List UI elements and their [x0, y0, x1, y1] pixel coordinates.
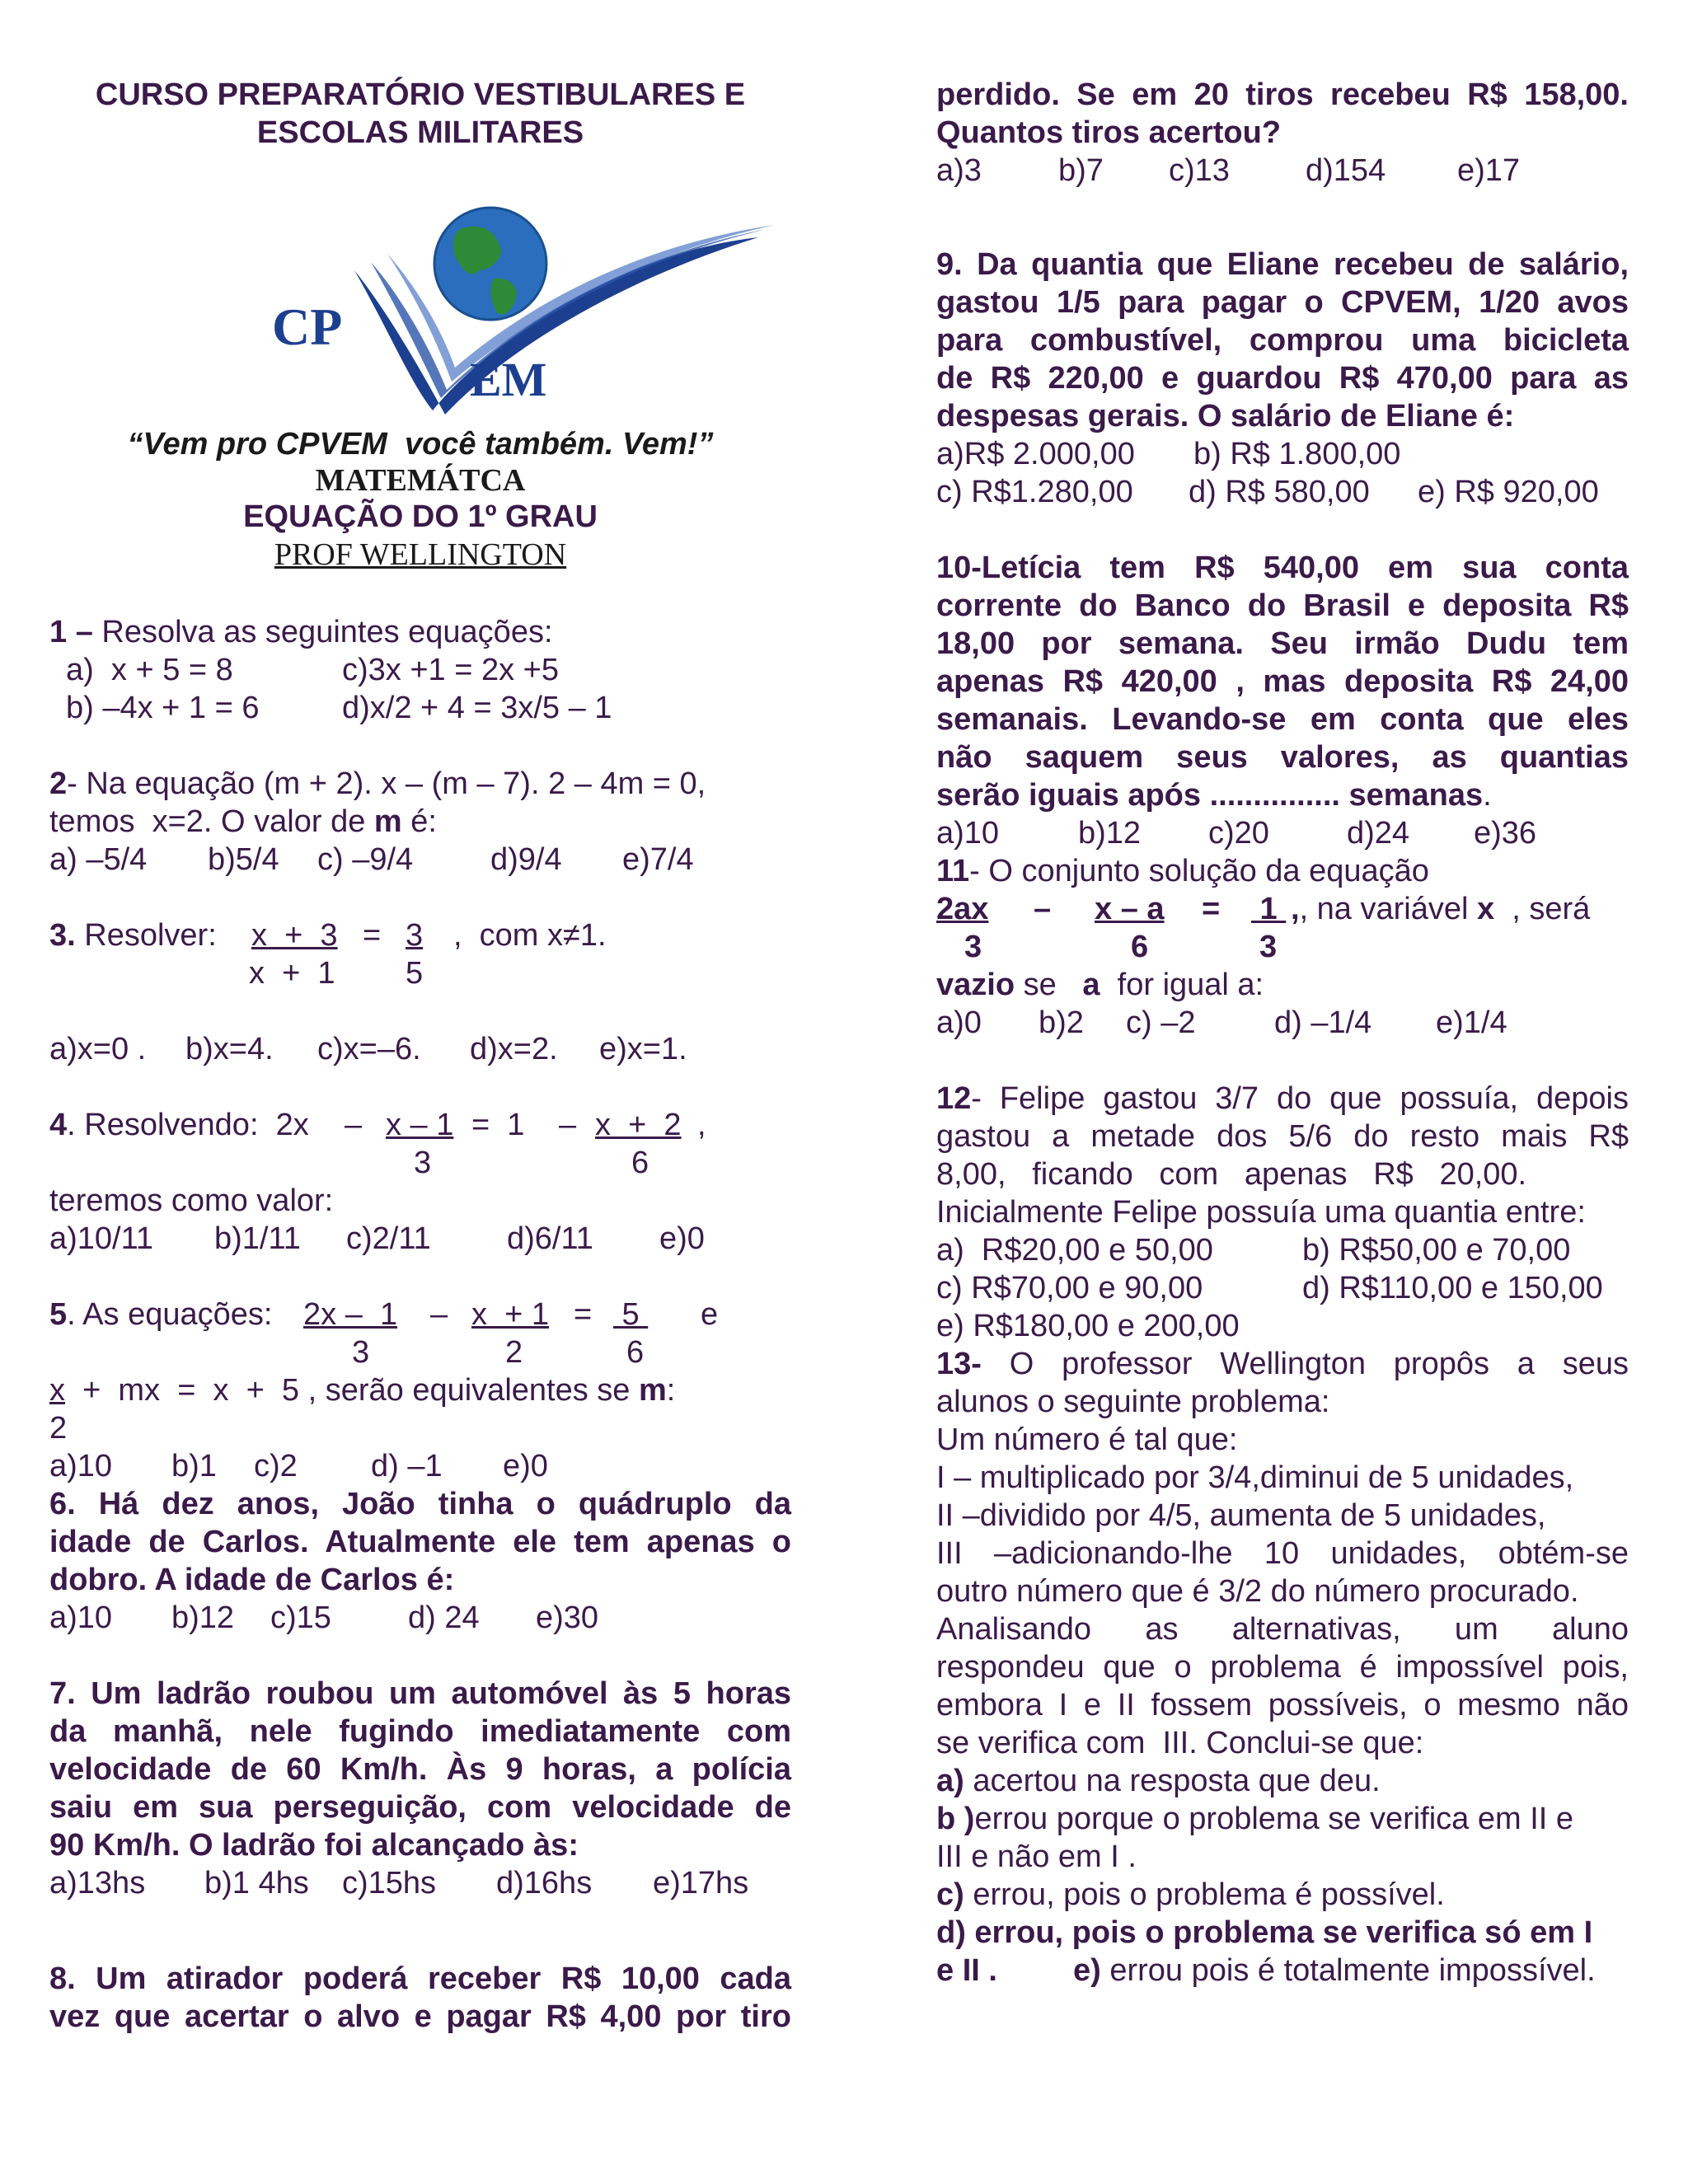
q4-option-b: b)1/11: [214, 1221, 301, 1256]
logo-em: EM: [470, 353, 547, 406]
q4-comma: ,: [697, 1108, 706, 1142]
q3-condition: , com x≠1.: [453, 918, 607, 953]
q4-stem: 4. Resolvendo: 2x: [49, 1108, 309, 1142]
q10-line-6: não saquem seus valores, as quantias: [936, 740, 1629, 775]
q9-line-3: para combustível, comprou uma bicicleta: [936, 323, 1629, 358]
q13-option-a: a) acertou na resposta que deu.: [936, 1764, 1381, 1798]
q11-stem: 11- O conjunto solução da equação: [936, 854, 1429, 888]
q3-option-e: e)x=1.: [599, 1032, 687, 1066]
q11-den-3: 3: [1259, 930, 1278, 964]
q11-option-b: b)2: [1039, 1005, 1084, 1040]
q7-line-2: da manhã, nele fugindo imediatamente com: [49, 1714, 791, 1749]
q4-option-d: d)6/11: [507, 1221, 593, 1256]
q13-line-10: embora I e II fossem possíveis, o mesmo não: [936, 1688, 1629, 1722]
q8-option-b: b)7: [1058, 153, 1104, 188]
q10-line-1: 10-Letícia tem R$ 540,00 em sua conta: [936, 551, 1629, 585]
q4-line-3: teremos como valor:: [49, 1183, 334, 1218]
q5-den-1: 3: [352, 1335, 370, 1370]
q13-option-d-cont: e II .: [936, 1953, 997, 1988]
q5-den-2: 2: [505, 1335, 523, 1370]
q8-line-1: 8. Um atirador poderá receber R$ 10,00 cada: [49, 1961, 791, 1996]
q7-line-4: saiu em sua perseguição, com velocidade de: [49, 1790, 791, 1825]
q5-line-4: 2: [49, 1411, 68, 1446]
q4-option-c: c)2/11: [346, 1221, 431, 1256]
q9-option-e: e) R$ 920,00: [1418, 475, 1599, 509]
q13-line-5: II –dividido por 4/5, aumenta de 5 unidades,: [936, 1498, 1546, 1533]
q3-fraction-num2: 3: [406, 918, 424, 953]
q12-line-4: Inicialmente Felipe possuía uma quantia entre:: [936, 1195, 1586, 1230]
q12-option-d: d) R$110,00 e 150,00: [1302, 1271, 1603, 1305]
q10-line-7: serão iguais após ............... semanas.: [936, 778, 1492, 813]
q10-line-4: apenas R$ 420,00 , mas deposita R$ 24,00: [936, 664, 1629, 699]
q12-option-c: c) R$70,00 e 90,00: [936, 1271, 1203, 1305]
q11-line-4: vazio se a for igual a:: [936, 968, 1264, 1002]
q9-line-1: 9. Da quantia que Eliane recebeu de salário,: [936, 247, 1629, 282]
q2-option-d: d)9/4: [490, 842, 562, 877]
q13-line-9: respondeu que o problema é impossível pois,: [936, 1650, 1629, 1685]
q5-fraction-2: x + 1: [471, 1297, 549, 1332]
q10-option-c: c)20: [1208, 816, 1269, 851]
q10-option-a: a)10: [936, 816, 1000, 851]
q4-fraction-1: x – 1: [386, 1108, 454, 1142]
q4-option-a: a)10/11: [49, 1221, 154, 1256]
q9-line-5: despesas gerais. O salário de Eliane é:: [936, 399, 1515, 434]
q7-line-1: 7. Um ladrão roubou um automóvel às 5 horas: [49, 1676, 791, 1711]
q11-minus: –: [1034, 892, 1052, 926]
q4-minus-1: –: [345, 1108, 363, 1142]
q4-den-2: 6: [631, 1146, 649, 1180]
q12-option-e: e) R$180,00 e 200,00: [936, 1309, 1240, 1343]
q13-option-b-cont: III e não em I .: [936, 1840, 1137, 1874]
q13-option-b: b )errou porque o problema se verifica em II e: [936, 1802, 1574, 1836]
q2-stem-1: 2- Na equação (m + 2). x – (m – 7). 2 – 4m = 0,: [49, 766, 706, 801]
q9-line-4: de R$ 220,00 e guardou R$ 470,00 para as: [936, 361, 1629, 396]
q3-option-d: d)x=2.: [470, 1032, 558, 1066]
q3-option-a: a)x=0 .: [49, 1032, 147, 1066]
header-line-1: CURSO PREPARATÓRIO VESTIBULARES E: [95, 77, 746, 112]
logo-cp: CP: [272, 298, 343, 356]
q11-option-e: e)1/4: [1436, 1005, 1507, 1040]
q11-fraction-1: 2ax: [936, 892, 989, 926]
professor-name: PROF WELLINGTON: [274, 537, 567, 572]
subject-title: MATEMÁTCA: [315, 463, 526, 498]
q11-tail: ,, na variável x , será: [1291, 892, 1591, 926]
q13-line-8: Analisando as alternativas, um aluno: [936, 1612, 1629, 1647]
q9-option-a: a)R$ 2.000,00: [936, 437, 1135, 471]
q6-option-a: a)10: [49, 1601, 113, 1635]
q3-stem: 3. Resolver:: [49, 918, 217, 953]
q5-den-3: 6: [626, 1335, 645, 1370]
q8-line-4: Quantos tiros acertou?: [936, 115, 1282, 150]
q7-line-3: velocidade de 60 Km/h. Às 9 horas, a polícia: [49, 1752, 791, 1787]
topic-title: EQUAÇÃO DO 1º GRAU: [243, 499, 598, 534]
q8-option-a: a)3: [936, 153, 982, 188]
q5-line-3: x + mx = x + 5 , serão equivalentes se m:: [49, 1373, 676, 1408]
q8-option-c: c)13: [1169, 153, 1230, 188]
q7-option-b: b)1 4hs: [204, 1866, 309, 1900]
q12-option-a: a) R$20,00 e 50,00: [936, 1233, 1213, 1268]
q2-option-b: b)5/4: [208, 842, 279, 877]
q3-fraction-den: x + 1: [249, 956, 335, 991]
q2-stem-2: temos x=2. O valor de m é:: [49, 804, 437, 839]
q13-line-1: 13- O professor Wellington propôs a seus: [936, 1347, 1629, 1381]
q13-line-2: alunos o seguinte problema:: [936, 1385, 1330, 1419]
q1-a: a) x + 5 = 8: [66, 653, 233, 687]
q7-line-5: 90 Km/h. O ladrão foi alcançado às:: [49, 1828, 579, 1863]
q13-line-4: I – multiplicado por 3/4,diminui de 5 unidades,: [936, 1460, 1574, 1495]
q5-fraction-1: 2x – 1: [303, 1297, 398, 1332]
q1-b: b) –4x + 1 = 6: [66, 691, 260, 725]
q3-fraction-num: x + 3: [251, 918, 338, 953]
slogan: “Vem pro CPVEM você também. Vem!”: [127, 427, 714, 462]
q7-option-d: d)16hs: [496, 1866, 593, 1900]
q11-eq: =: [1202, 892, 1221, 926]
q3-option-b: b)x=4.: [185, 1032, 274, 1066]
q10-line-3: 18,00 por semana. Seu irmão Dudu tem: [936, 626, 1629, 661]
q1-c: c)3x +1 = 2x +5: [342, 653, 559, 687]
q5-option-b: b)1: [171, 1449, 217, 1483]
q11-den-2: 6: [1131, 930, 1149, 964]
q5-option-e: e)0: [503, 1449, 548, 1483]
q2-option-a: a) –5/4: [49, 842, 148, 877]
q11-fraction-2: x – a: [1095, 892, 1165, 926]
q6-line-3: dobro. A idade de Carlos é:: [49, 1563, 455, 1597]
q5-stem: 5. As equações:: [49, 1297, 273, 1332]
q13-line-7: outro número que é 3/2 do número procurado.: [936, 1574, 1579, 1609]
q12-line-1: 12- Felipe gastou 3/7 do que possuía, depois: [936, 1081, 1629, 1116]
q4-den-1: 3: [414, 1146, 432, 1180]
q7-option-c: c)15hs: [342, 1866, 437, 1900]
q6-option-e: e)30: [536, 1601, 599, 1635]
q7-option-e: e)17hs: [653, 1866, 749, 1900]
q6-option-b: b)12: [171, 1601, 235, 1635]
q13-option-c: c) errou, pois o problema é possível.: [936, 1877, 1445, 1912]
q12-line-2: gastou a metade dos 5/6 do resto mais R$: [936, 1119, 1629, 1154]
q9-option-d: d) R$ 580,00: [1189, 475, 1370, 509]
q8-option-d: d)154: [1306, 153, 1386, 188]
q12-line-3: 8,00, ficando com apenas R$ 20,00.: [936, 1157, 1527, 1192]
q11-fraction-3: 1: [1251, 892, 1287, 926]
q12-option-b: b) R$50,00 e 70,00: [1302, 1233, 1571, 1268]
q6-option-c: c)15: [270, 1601, 331, 1635]
q10-line-2: corrente do Banco do Brasil e deposita R$: [936, 588, 1629, 623]
q11-option-a: a)0: [936, 1005, 982, 1040]
q8-line-3: perdido. Se em 20 tiros recebeu R$ 158,00.: [936, 77, 1629, 112]
q2-option-c: c) –9/4: [317, 842, 414, 877]
q6-line-1: 6. Há dez anos, João tinha o quádruplo da: [49, 1487, 791, 1521]
q4-option-e: e)0: [659, 1221, 705, 1256]
q9-option-b: b) R$ 1.800,00: [1193, 437, 1401, 471]
q3-eq: =: [363, 918, 382, 953]
q11-option-c: c) –2: [1126, 1005, 1196, 1040]
q4-fraction-2: x + 2: [595, 1108, 682, 1142]
q5-option-a: a)10: [49, 1449, 113, 1483]
q2-option-e: e)7/4: [622, 842, 694, 877]
q5-minus: –: [430, 1297, 448, 1332]
q5-option-d: d) –1: [371, 1449, 443, 1483]
q5-option-c: c)2: [254, 1449, 298, 1483]
q3-fraction-den2: 5: [406, 956, 424, 991]
q10-option-e: e)36: [1474, 816, 1537, 851]
cpvem-logo: [264, 204, 791, 419]
q4-eq: = 1: [471, 1108, 525, 1142]
q6-option-d: d) 24: [408, 1601, 480, 1635]
q13-option-d: d) errou, pois o problema se verifica só em I: [936, 1915, 1593, 1950]
q5-fraction-3: 5: [613, 1297, 649, 1332]
q9-option-c: c) R$1.280,00: [936, 475, 1133, 509]
q8-option-e: e)17: [1457, 153, 1521, 188]
header-line-2: ESCOLAS MILITARES: [256, 115, 584, 150]
q13-line-11: se verifica com III. Conclui-se que:: [936, 1726, 1424, 1760]
q11-den-1: 3: [964, 930, 982, 964]
q1-stem: 1 – Resolva as seguintes equações:: [49, 615, 553, 649]
q13-option-e: e) errou pois é totalmente impossível.: [1073, 1953, 1596, 1988]
q10-option-d: d)24: [1347, 816, 1410, 851]
q13-line-3: Um número é tal que:: [936, 1422, 1238, 1457]
q10-line-5: semanais. Levando-se em conta que eles: [936, 702, 1629, 737]
q1-d: d)x/2 + 4 = 3x/5 – 1: [342, 691, 612, 725]
q5-and: e: [701, 1297, 719, 1332]
q10-option-b: b)12: [1078, 816, 1142, 851]
q8-line-2: vez que acertar o alvo e pagar R$ 4,00 por tiro: [49, 1999, 791, 2034]
q7-option-a: a)13hs: [49, 1866, 146, 1900]
q13-line-6: III –adicionando-lhe 10 unidades, obtém-se: [936, 1536, 1629, 1571]
q6-line-2: idade de Carlos. Atualmente ele tem apenas o: [49, 1525, 791, 1559]
q4-minus-2: –: [559, 1108, 577, 1142]
q5-eq: =: [574, 1297, 593, 1332]
q11-option-d: d) –1/4: [1274, 1005, 1372, 1040]
q3-option-c: c)x=–6.: [317, 1032, 421, 1066]
q9-line-2: gastou 1/5 para pagar o CPVEM, 1/20 avos: [936, 285, 1629, 320]
